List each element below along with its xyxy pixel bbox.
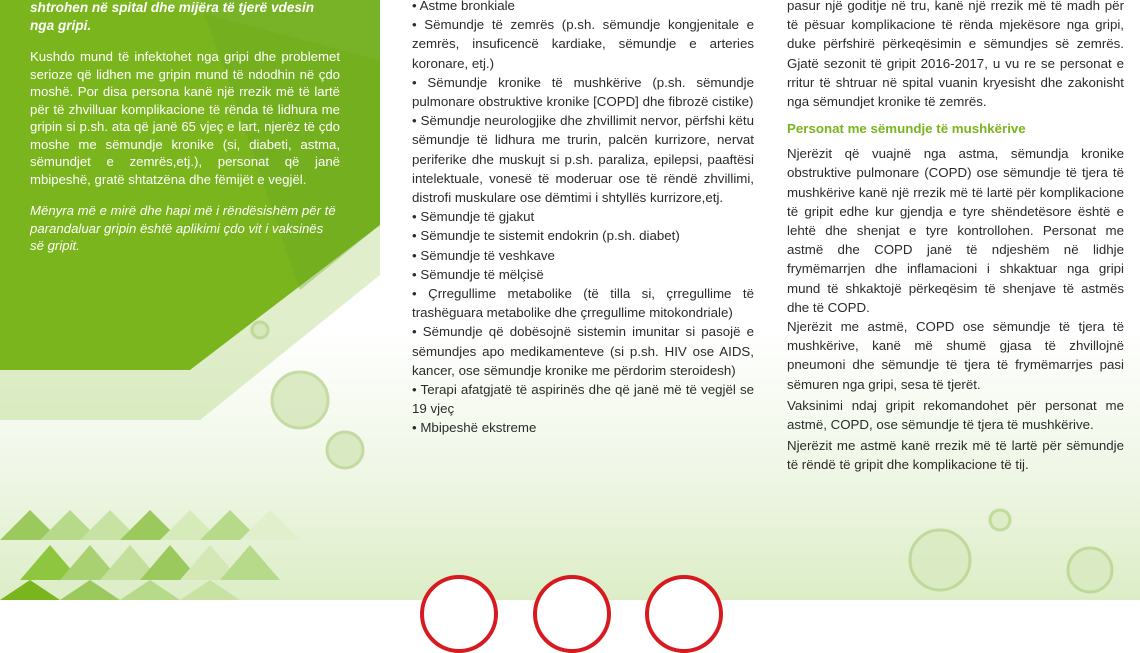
warning-circle-icon bbox=[533, 575, 611, 653]
list-item: • Sëmundje kronike të mushkërive (p.sh. sëmundje pulmonare obstruktive kronike [COPD] dhe fibrozë cistike) bbox=[412, 74, 754, 110]
left-panel-text bbox=[30, 0, 340, 255]
list-item: • Sëmundje neurologjike dhe zhvillimit nervor, përfshi këtu sëmundje të lidhura me trurin, palcën kurrizore, nervat periferike dhe muskujt si p.sh. paraliza, epilepsi, paaftësi intelektuale, vonesë të moderuar ose të rëndë zhvillimi, distrofi muskulare ose dëmtimi i shtyllës kurrizore,etj. bbox=[412, 113, 754, 206]
list-item: • Sëmundje te sistemit endokrin (p.sh. diabet) bbox=[412, 228, 680, 244]
list-item: • Mbipeshë ekstreme bbox=[412, 420, 537, 436]
paragraph: Njerëzit me astmë, COPD ose sëmundje të tjera të mushkërive, kanë më shumë gjasa të zhvillojnë pneumoni dhe sëmundje të tjera të frymëmarrjes pasi sëmuren nga gripi, sesa të tjerët. bbox=[787, 319, 1124, 392]
list-item: • Sëmundje të gjakut bbox=[412, 209, 535, 225]
section-heading: Personat me sëmundje të mushkërive bbox=[787, 121, 1026, 137]
left-note: Mënyra më e mirë dhe hapi më i rëndësishëm për të parandaluar gripin është aplikimi çdo vit i vaksinës së gripit. bbox=[30, 203, 336, 253]
middle-column bbox=[412, 0, 754, 438]
left-panel bbox=[0, 0, 380, 600]
paragraph: Njerëzit që vuajnë nga astma, sëmundja kronike obstruktive pulmonare (COPD) ose sëmundje të tjera të mushkërive kanë një rrezik më të lartë për komplikacione të gripit edhe kur gjendja e tyre shëndetësore është e lehtë dhe shenjat e tyre kontrollohen. Personat me astmë dhe COPD janë të ndjeshëm në lidhje frymëmarrjen dhe inflamacioni i shkaktuar nga gripi mund të shkaktojë përkeqësim të shenjave të astmës dhe të COPD. bbox=[787, 146, 1124, 315]
list-item: • Sëmundje të mëlçisë bbox=[412, 266, 544, 282]
paragraph: Vaksinimi ndaj gripit rekomandohet për personat me astmë, COPD, ose sëmundje të tjera të mushkërive. bbox=[787, 397, 1124, 433]
list-item: • Sëmundje të zemrës (p.sh. sëmundje kongjenitale e zemrës, insuficencë kardiake, sëmundje e arteries koronare, etj.) bbox=[412, 17, 754, 71]
list-item: • Sëmundje të veshkave bbox=[412, 247, 555, 263]
left-body: Kushdo mund të infektohet nga gripi dhe problemet serioze që lidhen me gripin mund të ndodhin në çdo moshë. Por disa persona kanë një rrezik më të lartë për të zhvilluar komplikacione të rënda të lidhura me gripin si p.sh. ata që janë 65 vjeç e lart, njerëz të çdo moshe me sëmundje kronike (si, diabeti, astma, sëmundjet e zemrës,etj.), personat që janë mbipeshë, gratë shtatzëna dhe fëmijët e vegjël. bbox=[30, 49, 340, 187]
list-item: • Astme bronkiale bbox=[412, 0, 515, 13]
list-item: • Terapi afatgjatë të aspirinës dhe që janë më të vegjël se 19 vjeç bbox=[412, 382, 754, 417]
warning-circle-icon bbox=[645, 575, 723, 653]
paragraph: Njerëzit me astmë kanë rrezik më të lartë për sëmundje të rëndë të gripit dhe komplikacione të tij. bbox=[787, 438, 1124, 473]
left-heading: shtrohen në spital dhe mijëra të tjerë vdesin nga gripi. bbox=[30, 0, 315, 33]
list-item: • Sëmundje që dobësojnë sistemin imunitar si pasojë e sëmundjes apo medikamenteve (si p.sh. HIV ose AIDS, kancer, ose sëmundje kronike me përdorim steroidesh) bbox=[412, 324, 754, 378]
warning-circle-icon bbox=[420, 575, 498, 653]
list-item: • Çrregullime metabolike (të tilla si, çrregullime të trashëguara metabolike dhe çrregullime mitokondriale) bbox=[412, 286, 754, 321]
right-column bbox=[787, 0, 1124, 475]
right-intro: pasur një goditje në tru, kanë një rrezik më të madh për të pësuar komplikacione të rënda mjekësore nga gripi, duke përfshirë përkeqësimin e sëmundjes së zemrës. Gjatë sezonit të gripit 2016-2017, u vu re se personat e rritur të shtruar në spital vuanin kryesisht dhe zakonisht nga sëmundjet kronike të zemrës. bbox=[787, 0, 1124, 110]
